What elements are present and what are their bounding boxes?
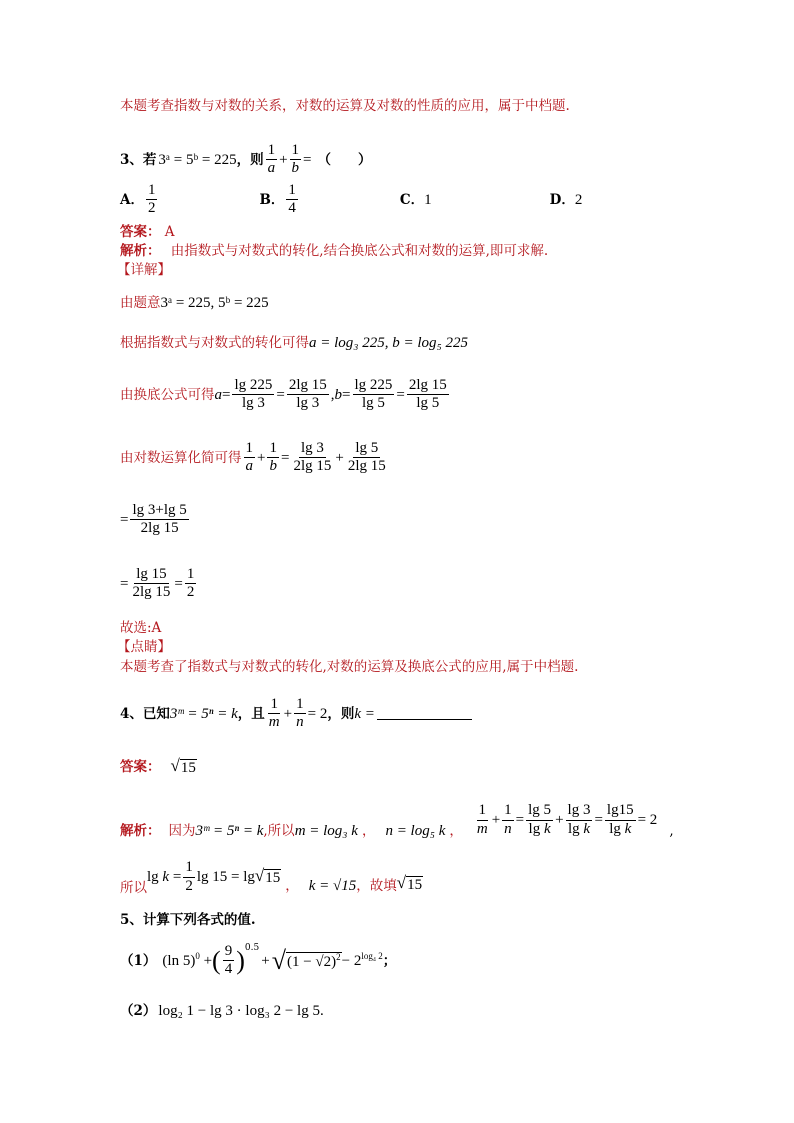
q4-n-expr: n = log₅ k — [385, 823, 446, 839]
option-c-value: 1 — [424, 191, 432, 208]
q3-step1: 由题意 3ᵃ = 225, 5ᵇ = 225 — [120, 294, 269, 311]
q5-part1-label: （1） — [120, 952, 157, 969]
q3-number: 3、 — [120, 151, 143, 168]
q3-final-choice: 故选:A — [120, 620, 162, 636]
q4-sum-expr: $\frac{1}{m}$ + $\frac{1}{n}$ = $\frac{\lg 5}{\text{lg k}}$ + $\frac{\lg 3}{\text{lg k}}$ = $\frac{\lg 15}{\text{lg k}}$ = 2 — [476, 802, 658, 837]
step3-frac-a2: $\frac{2\lg 15}{\lg 3}$ — [288, 377, 327, 412]
option-a-label: A． — [120, 191, 144, 208]
analysis-label: 解析： — [120, 822, 161, 839]
q5-part1: （1） (ln 5)$^0$ + ( $\frac{9}{4}$ ) $^{0.5}$ + √ $(1 - √2)^2$ − $2^{log_4 2}$ ； — [120, 943, 397, 978]
q3-step5: = $\frac{\lg 3+\lg 5}{2\lg 15}$ — [120, 502, 187, 537]
option-b-label: B． — [259, 191, 285, 208]
step3-frac-b2: $\frac{2\lg 15}{\lg 5}$ — [408, 377, 447, 412]
q3-frac-1b: $\frac{1}{b}$ — [291, 142, 300, 177]
q3-frac-1a: $\frac{1}{a}$ — [267, 142, 276, 177]
analysis-text: 由指数式与对数式的转化,结合换底公式和对数的运算,即可求解. — [170, 243, 549, 259]
q4-analysis: 解析： 因为 3ᵐ = 5ⁿ = k ,所以 m = log₃ k ， n = log₅ k ， $\frac{1}{m}$ + $\frac{1}{n}$ = $\frac{\lg 5}{\text{lg k}}$ + $\frac{\lg 3}{\text{lg k}}$ = $\frac{\lg 15}{\text{lg k}}$ = 2 , — [120, 802, 674, 839]
step1-math: 3ᵃ = 225, 5ᵇ = 225 — [160, 295, 269, 311]
q3-blank-paren: （ ） — [317, 151, 372, 168]
q3-mid: ，则 — [236, 151, 264, 168]
q3-pointer-text: 本题考查了指数式与对数式的转化,对数的运算及换底公式的应用,属于中档题. — [120, 659, 579, 675]
q3-step4: 由对数运算化简可得 $\frac{1}{a}$ + $\frac{1}{b}$ = $\frac{\lg 3}{2\lg 15}$ + $\frac{\lg 5}{2\lg 15}$ — [120, 440, 386, 475]
q3-options — [120, 182, 582, 218]
step5-frac: $\frac{\lg 3+\lg 5}{2\lg 15}$ — [132, 502, 187, 537]
q4-number: 4、 — [120, 705, 143, 722]
q4-k-expr: k = √15 — [308, 878, 357, 895]
step6-frac-1: $\frac{\lg 15}{2\lg 15}$ — [132, 566, 171, 601]
q5-part2-expr: log₂ 1 − lg 3 · log₃ 2 − lg 5. — [158, 1003, 324, 1019]
answer-label: 答案： — [120, 758, 161, 775]
q4-m-expr: m = log₃ k — [294, 823, 358, 839]
q3-answer — [120, 224, 175, 240]
q3-pointer-label: 【点睛】 — [117, 639, 171, 655]
step3-frac-b1: $\frac{\lg 225}{\lg 5}$ — [354, 377, 393, 412]
option-d-label: D． — [549, 191, 575, 208]
q3-step2: 根据指数式与对数式的转化可得 a = log₃ 225, b = log₅ 225 — [120, 334, 469, 351]
q4-answer-blank[interactable] — [377, 707, 472, 720]
q5-part2-label: （2） — [120, 1002, 157, 1019]
q4-lgk-expr: lg k = $\frac{1}{2}$ lg 15 = lg √ 15 — [147, 859, 281, 894]
q3-lead: 若 — [142, 151, 157, 168]
q3-step3: 由换底公式可得 a = $\frac{\lg 225}{\lg 3}$ = $\frac{2\lg 15}{\lg 3}$ , b = $\frac{\lg 225}{\lg 5}$ = $\frac{2\lg 15}{\lg 5}$ — [120, 377, 447, 412]
q3-expr: 3ᵃ = 5ᵇ = 225 — [158, 151, 237, 168]
step4-frac-2: $\frac{\lg 5}{2\lg 15}$ — [347, 440, 386, 475]
q4-answer — [120, 757, 197, 777]
option-a-value: $\frac{1}{2}$ — [147, 182, 156, 217]
step2-math: a = log₃ 225, b = log₅ 225 — [309, 335, 469, 351]
q5-part2 — [120, 1002, 324, 1020]
analysis-label: 解析： — [120, 243, 161, 259]
q3-detail-label: 【详解】 — [117, 262, 171, 278]
q3-analysis — [120, 243, 548, 259]
q4-expr: 3ᵐ = 5ⁿ = k — [169, 705, 238, 722]
answer-value: A — [164, 224, 175, 240]
q4-answer-sqrt: √ 15 — [170, 756, 196, 776]
intro-note: 本题考查指数与对数的关系，对数的运算及对数的性质的应用，属于中档题. — [120, 98, 570, 114]
q4-conclusion: 所以 lg k = $\frac{1}{2}$ lg 15 = lg √ 15 ， k = √15 ，故填 √ 15 — [120, 859, 423, 896]
q4-fill-value: √ 15 — [396, 873, 423, 894]
step4-frac-1: $\frac{\lg 3}{2\lg 15}$ — [293, 440, 332, 475]
q4-stem: 4、 已知 3ᵐ = 5ⁿ = k ，且 $\frac{1}{m}$ + $\frac{1}{n}$ = 2 ，则 k = — [120, 696, 472, 732]
q3-stem: 3、 若 3ᵃ = 5ᵇ = 225 ，则 $\frac{1}{a}$ + $\frac{1}{b}$ = （ ） — [120, 142, 372, 177]
option-b-value: $\frac{1}{4}$ — [288, 182, 296, 217]
step6-frac-2: $\frac{1}{2}$ — [186, 566, 195, 601]
answer-label: 答案： — [120, 224, 161, 240]
option-d-value: 2 — [574, 191, 583, 208]
q4-ask-var: k = — [354, 705, 375, 722]
option-c-label: C． — [399, 191, 425, 208]
q4-lead: 已知 — [142, 705, 170, 722]
q5-title: 5、计算下列各式的值. — [120, 912, 256, 928]
step3-frac-a1: $\frac{\lg 225}{\lg 3}$ — [234, 377, 273, 412]
q4-cond: = 2 — [307, 705, 328, 722]
q3-step6: = $\frac{\lg 15}{2\lg 15}$ = $\frac{1}{2}$ — [120, 566, 195, 601]
